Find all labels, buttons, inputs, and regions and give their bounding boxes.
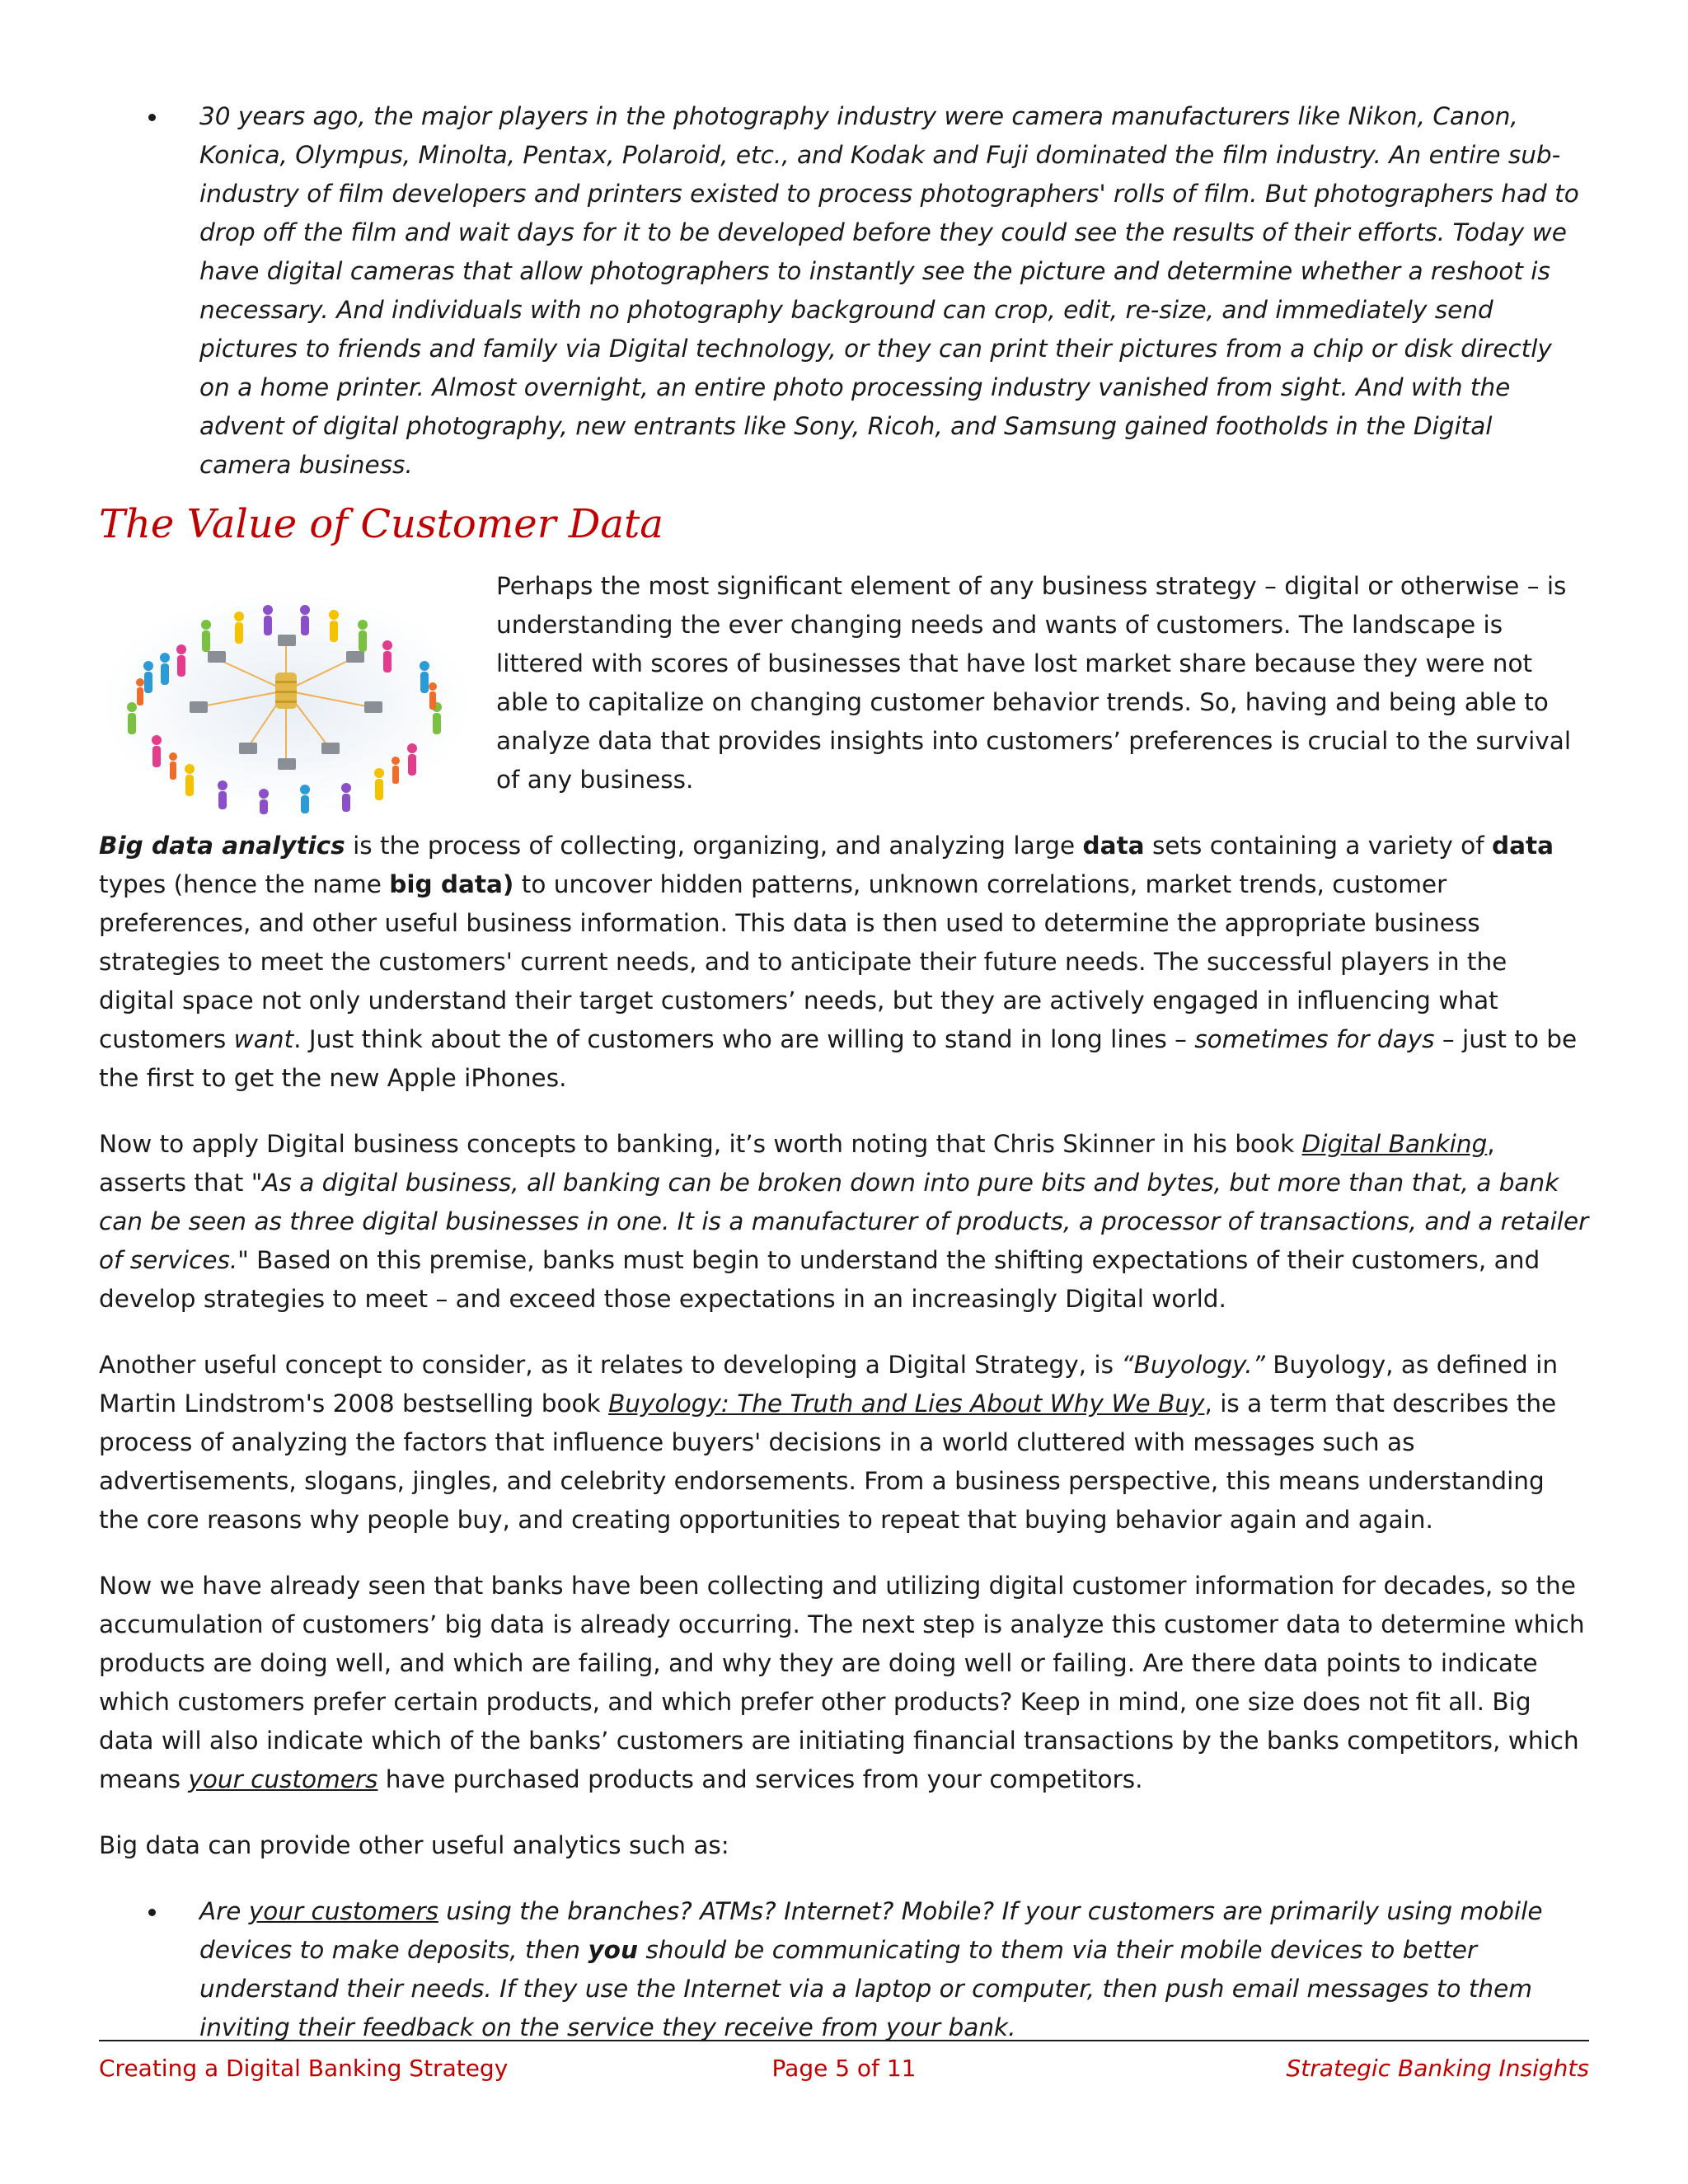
underlined-your-customers: your customers [188,1765,378,1793]
bullet-channel-usage [99,1892,1589,2047]
text-run: using the branches? ATMs? Internet? Mobile? If your customers are primarily using mobile devices to make deposits, then [199,1897,1543,1964]
term-big-data-analytics: Big data analytics [99,832,345,860]
bold-big-data: big data) [389,870,514,898]
book-title-buyology: Buyology: The Truth and Lies About Why We Buy [608,1390,1205,1418]
text-run: have purchased products and services from your competitors. [377,1765,1143,1793]
text-run: sets containing a variety of [1144,832,1492,860]
text-run: – just to be the first to get the new Apple iPhones. [99,1025,1578,1092]
bullet-photography-history [99,97,1589,485]
text-run: Are [199,1897,249,1925]
italic-sometimes-for-days: sometimes for days [1194,1025,1435,1053]
paragraph-digital-banking [99,1125,1589,1319]
book-title-digital-banking: Digital Banking [1301,1130,1488,1158]
paragraph-buyology [99,1346,1589,1540]
text-run: should be communicating to them via their mobile devices to better understand their needs. If they use the Internet via a laptop or computer, then push email messages to them inviting their feedback on the service they receive from your bank. [199,1936,1532,2041]
bullet-text: 30 years ago, the major players in the photography industry were camera manufacturers like Nikon, Canon, Konica, Olympus, Minolta, Pentax, Polaroid, etc., and Kodak and Fuji dominated the film industry. An entire sub-industry of film developers and printers existed to process photographers' rolls of film. But photographers had to drop off the film and wait days for it to be developed before they could see the results of their efforts. Today we have digital cameras that allow photographers to instantly see the picture and determine whether a reshoot is necessary. And individuals with no photography background can crop, edit, re-size, and immediately send pictures to friends and family via Digital technology, or they can print their pictures from a chip or disk directly on a home printer. Almost overnight, an entire photo processing industry vanished from sight. And with the advent of digital photography, new entrants like Sony, Ricoh, and Samsung gained footholds in the Digital camera business. [199,102,1579,479]
text-run: is the process of collecting, organizing, and analyzing large [345,832,1083,860]
text-run: Based on this premise, banks must begin to understand the shifting expectations of their customers, and develop strategies to meet – and exceed those expectations in an increasingly Digital world. [99,1246,1540,1313]
text-run: Now we have already seen that banks have been collecting and utilizing digital customer information for decades, so the accumulation of customers’ big data is already occurring. The next step is analyze this customer data to determine which products are doing well, and which are failing, and why they are doing well or failing. Are there data points to indicate which customers prefer certain products, and which prefer other products? Keep in mind, one size does not fit all. Big data will also indicate which of the banks’ customers are initiating financial transactions by the banks competitors, which means [99,1572,1585,1793]
text-run: Now to apply Digital business concepts to banking, it’s worth noting that Chris Skinner in his book [99,1130,1302,1158]
italic-want: want [233,1025,294,1053]
text-run: Another useful concept to consider, as it relates to developing a Digital Strategy, is [99,1351,1122,1379]
bold-data: data [1082,832,1145,860]
footer-divider [99,2040,1589,2041]
text-run: to uncover hidden patterns, unknown correlations, market trends, customer preferences, and other useful business information. This data is then used to determine the appropriate business strategies to meet the customers' current needs, and to anticipate their future needs. The successful players in the digital space not only understand their target customers’ needs, but they are actively engaged in influencing what customers [99,870,1507,1053]
underlined-your-customers: your customers [248,1897,438,1925]
section-heading: The Value of Customer Data [99,501,663,547]
text-run: , asserts that [99,1130,1495,1197]
bold-data: data [1491,832,1554,860]
paragraph-customer-data-analysis [99,1567,1589,1799]
paragraph-analytics-intro: Big data can provide other useful analytics such as: [99,1831,729,1859]
top-bullet-list [99,97,1589,485]
bullet-dot [148,114,156,121]
text-run: , is a term that describes the process of analyzing the factors that influence buyers' decisions in a world cluttered with messages such as advertisements, slogans, jingles, and celebrity endorsements. From a business perspective, this means understanding the core reasons why people buy, and creating opportunities to repeat that buying behavior again and again. [99,1390,1557,1534]
paragraph-customer-needs: Perhaps the most significant element of any business strategy – digital or otherwise – is understanding the ever changing needs and wants of customers. The landscape is littered with scores of businesses that have lost market share because they were not able to capitalize on changing customer behavior trends. So, having and being able to analyze data that provides insights into customers’ preferences is crucial to the survival of any business. [496,572,1572,794]
people-network-image [99,567,473,816]
footer-document-title: Creating a Digital Banking Strategy [99,2055,509,2082]
customer-network-illustration [99,567,473,816]
bottom-bullet-list [99,1892,1589,2047]
text-run: types (hence the name [99,870,390,898]
text-run: Buyology, as defined in Martin Lindstrom's 2008 bestselling book [99,1351,1559,1418]
footer-brand: Strategic Banking Insights [1286,2055,1589,2082]
term-buyology: “Buyology.” [1121,1351,1265,1379]
page-footer [99,2055,1589,2088]
footer-page-number: Page 5 of 11 [771,2055,917,2082]
paragraph-big-data-analytics [99,827,1589,1098]
quote-skinner: "As a digital business, all banking can be broken down into pure bits and bytes, but more than that, a bank can be seen as three digital businesses in one. It is a manufacturer of products, a processor of transactions, and a retailer of services." [99,1169,1589,1274]
text-run: . Just think about the of customers who are willing to stand in long lines – [293,1025,1195,1053]
bullet-dot [148,1909,156,1916]
bold-you: you [588,1936,638,1964]
page-content [99,97,1589,2047]
